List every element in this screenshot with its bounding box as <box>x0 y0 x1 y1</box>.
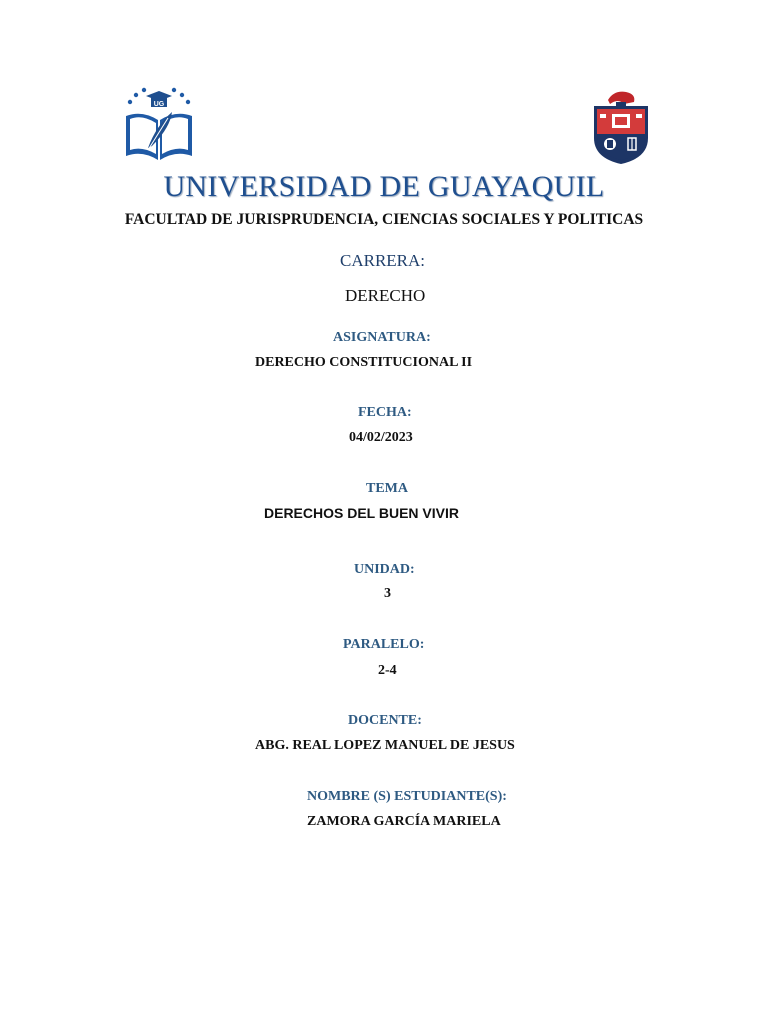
asignatura-value: DERECHO CONSTITUCIONAL II <box>255 355 473 370</box>
asignatura-label: ASIGNATURA: <box>333 330 431 345</box>
carrera-value: DERECHO <box>345 286 426 305</box>
docente-label: DOCENTE: <box>348 713 422 728</box>
estudiante-value: ZAMORA GARCÍA MARIELA <box>307 814 501 829</box>
fecha-value: 04/02/2023 <box>349 430 413 445</box>
tema-label: TEMA <box>366 481 408 496</box>
tema-value: DERECHOS DEL BUEN VIVIR <box>264 505 459 521</box>
unidad-value: 3 <box>384 586 391 601</box>
university-title: UNIVERSIDAD DE GUAYAQUIL <box>163 170 605 203</box>
docente-value: ABG. REAL LOPEZ MANUEL DE JESUS <box>255 738 515 753</box>
faculty-name: FACULTAD DE JURISPRUDENCIA, CIENCIAS SOCIALES Y POLITICAS <box>124 211 644 228</box>
carrera-label: CARRERA: <box>340 251 426 270</box>
unidad-label: UNIDAD: <box>354 562 415 577</box>
fecha-label: FECHA: <box>358 405 412 420</box>
estudiante-label: NOMBRE (S) ESTUDIANTE(S): <box>307 789 507 804</box>
svg-text:UG: UG <box>153 101 165 108</box>
university-crest-icon <box>590 88 652 166</box>
ug-book-logo <box>122 86 196 166</box>
paralelo-value: 2-4 <box>378 663 397 678</box>
paralelo-label: PARALELO: <box>343 637 425 652</box>
